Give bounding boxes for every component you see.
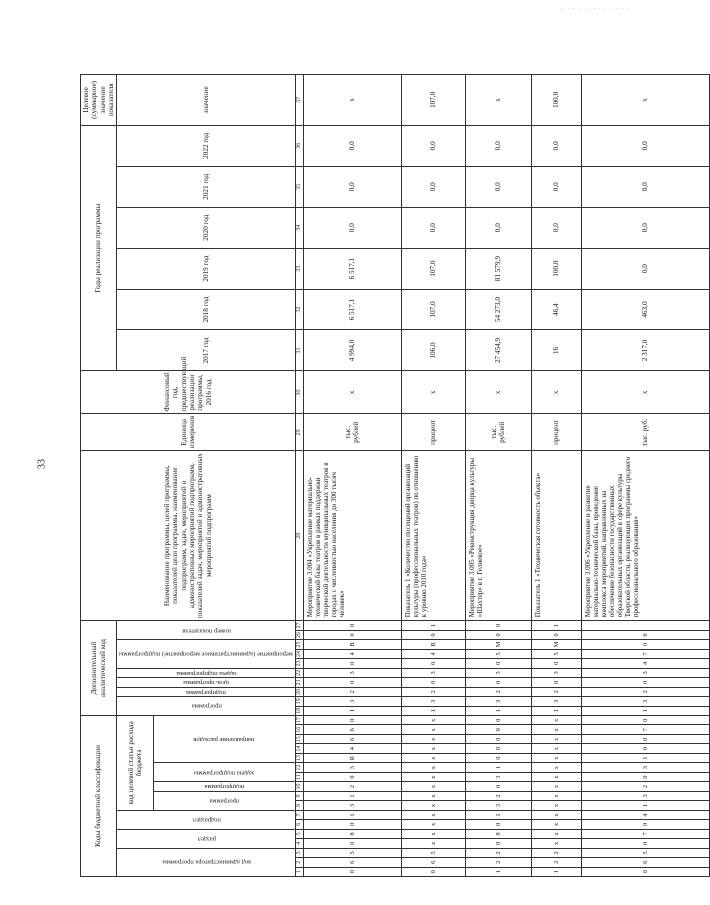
- col-number: 30: [295, 371, 303, 414]
- code-digit: 3: [531, 697, 581, 706]
- code-digit: 0: [303, 659, 401, 668]
- code-digit: 8: [303, 829, 401, 838]
- col-number: 22: [296, 669, 302, 676]
- code-digit: х: [531, 744, 581, 753]
- dak-subprogram-header: подпрограмма: [117, 687, 296, 696]
- code-digit: 4: [581, 659, 709, 668]
- year-value: 0,0: [401, 125, 465, 166]
- year-2022-header: 2022 год: [117, 125, 296, 166]
- year-value: 46,4: [531, 289, 581, 330]
- code-digit: 1: [465, 867, 531, 876]
- year-value: 106,0: [401, 330, 465, 371]
- code-digit: 2: [465, 791, 531, 800]
- row-unit: тыс. руб.: [581, 414, 709, 451]
- year-value: 0,0: [401, 166, 465, 207]
- code-digit: х: [401, 772, 465, 781]
- row-fin-year: х: [531, 371, 581, 414]
- row-fin-year: х: [581, 371, 709, 414]
- code-digit: 5: [581, 848, 709, 857]
- code-digit: 1: [531, 621, 581, 631]
- year-value: 0,0: [465, 166, 531, 207]
- year-value: 0,0: [531, 125, 581, 166]
- col-number: 4: [295, 839, 303, 848]
- code-digit: 3: [531, 668, 581, 677]
- document-page: [80, 74, 650, 877]
- code-digit: 2: [531, 848, 581, 857]
- code-digit: 3: [581, 791, 709, 800]
- col-number: 36: [295, 125, 303, 166]
- year-value: 27 454,9: [465, 330, 531, 371]
- row-fin-year: х: [465, 371, 531, 414]
- col-number: 21: [296, 679, 302, 686]
- col-number: 10: [296, 783, 302, 790]
- code-digit: R: [303, 753, 401, 762]
- row-unit: процент: [401, 414, 465, 451]
- target-title-header: Целевое (суммарное) значение показателя: [81, 75, 117, 126]
- code-digit: М: [465, 640, 531, 649]
- code-digit: 0: [303, 678, 401, 687]
- col-number: 13: [296, 755, 302, 762]
- col-number: 37: [295, 75, 303, 126]
- code-digit: 0: [401, 678, 465, 687]
- code-digit: х: [531, 839, 581, 848]
- col-number: 23: [296, 660, 302, 667]
- year-value: 81 579,9: [465, 248, 531, 289]
- code-digit: 6: [401, 858, 465, 867]
- year-value: 107,0: [401, 248, 465, 289]
- code-digit: х: [531, 791, 581, 800]
- code-digit: 5: [465, 649, 531, 658]
- target-value: 107,0: [401, 75, 465, 126]
- code-digit: 0: [303, 630, 401, 639]
- row-name: Мероприятие 3.005 «Реконструкция дворца культуры «Шахтер» в г. Гелиевое»: [465, 451, 531, 621]
- year-value: 0,0: [581, 166, 709, 207]
- code-digit: х: [401, 829, 465, 838]
- code-digit: 0: [465, 678, 531, 687]
- col-number: 9: [295, 791, 303, 800]
- code-digit: 3: [465, 772, 531, 781]
- year-value: 0,0: [465, 125, 531, 166]
- table-row: [581, 75, 709, 877]
- code-digit: 0: [581, 715, 709, 725]
- code-digit: 0: [581, 640, 709, 649]
- code-digit: х: [401, 839, 465, 848]
- code-digit: 0: [531, 678, 581, 687]
- code-digit: 0: [531, 630, 581, 639]
- code-digit: 4: [581, 810, 709, 819]
- code-digit: х: [401, 810, 465, 819]
- code-digit: х: [401, 753, 465, 762]
- code-digit: х: [531, 715, 581, 725]
- row-fin-year: х: [401, 371, 465, 414]
- code-digit: 1: [581, 753, 709, 762]
- code-digit: х: [531, 725, 581, 734]
- code-digit: 0: [465, 744, 531, 753]
- code-digit: 0: [465, 715, 531, 725]
- col-number: 3: [295, 848, 303, 857]
- col-number: 19: [296, 698, 302, 705]
- row-name: Показатель 1 «Количество посещений организаций культуры (профессиональных театров) по отношению к уровню 2010 года»: [401, 451, 465, 621]
- table-body: [303, 75, 709, 877]
- col-number: 28: [295, 451, 303, 621]
- code-digit: 2: [303, 782, 401, 791]
- kcsr-direction-header: направление расходов: [153, 715, 295, 762]
- code-digit: 3: [401, 697, 465, 706]
- col-number: 14: [296, 745, 302, 752]
- code-digit: 3: [581, 763, 709, 772]
- code-digit: 2: [581, 782, 709, 791]
- page-number: 33: [36, 459, 48, 469]
- code-digit: х: [531, 782, 581, 791]
- code-digit: 3: [303, 668, 401, 677]
- kcsr-group-header: код целевой статьи расхода бюджета: [117, 715, 153, 810]
- code-digit: М: [531, 640, 581, 649]
- year-2020-header: 2020 год: [117, 207, 296, 248]
- code-digit: 0: [401, 659, 465, 668]
- column-number-row: [295, 75, 303, 877]
- code-digit: 1: [531, 867, 581, 876]
- code-digit: 0: [303, 867, 401, 876]
- year-value: 0,0: [303, 166, 401, 207]
- year-value: 0,0: [303, 125, 401, 166]
- code-digit: 1: [531, 706, 581, 715]
- row-name: Мероприятие 3.004 «Укрепление материально-технической базы театров в рамках поддержки творческой деятельности муниципальных театров в городах с численностью населения до 300 тысяч человек»: [303, 451, 401, 621]
- code-digit: 0: [465, 839, 531, 848]
- col-number: 35: [295, 166, 303, 207]
- code-digit: 0: [581, 734, 709, 743]
- code-digit: 0: [465, 621, 531, 631]
- col-number: 5: [295, 829, 303, 838]
- code-digit: 3: [303, 801, 401, 810]
- year-2019-header: 2019 год: [117, 248, 296, 289]
- code-digit: 3: [465, 801, 531, 810]
- col-number: 20: [296, 688, 302, 695]
- year-value: 2 317,0: [581, 330, 709, 371]
- code-digit: 7: [581, 649, 709, 658]
- row-name: Мероприятие 3.006 «Укрепление и развитие материально-технической базы, проведение комплекса мероприятий, направленных на обеспечение безопасности государственных образовательных организаций в сфере культуры Тверской области, реализующих программы среднего профессионального образования»: [581, 451, 709, 621]
- dak-event-header: мероприятие (административное мероприятие) подпрограммы: [117, 640, 296, 668]
- kcsr-task-header: задача подпрограммы: [153, 763, 295, 782]
- code-digit: 6: [303, 734, 401, 743]
- code-digit: 0: [581, 839, 709, 848]
- code-digit: 2: [465, 848, 531, 857]
- kbk-group-header: Коды бюджетной классификации: [81, 715, 117, 876]
- code-digit: 3: [581, 668, 709, 677]
- code-digit: х: [401, 791, 465, 800]
- target-value: х: [303, 75, 401, 126]
- scan-marks: · · · · · ·· · · · · · ·: [561, 6, 630, 12]
- code-digit: х: [531, 772, 581, 781]
- code-digit: 0: [303, 715, 401, 725]
- col-number: 15: [296, 736, 302, 743]
- code-digit: 0: [303, 839, 401, 848]
- code-digit: 0: [581, 630, 709, 639]
- col-number: 32: [295, 289, 303, 330]
- code-digit: х: [531, 734, 581, 743]
- col-number: 34: [295, 207, 303, 248]
- row-fin-year: х: [303, 371, 401, 414]
- rotated-table-wrapper: [80, 74, 650, 877]
- code-digit: х: [401, 820, 465, 829]
- kcsr-subprogram-header: подпрограмма: [153, 782, 295, 791]
- year-value: 4 994,0: [303, 330, 401, 371]
- year-value: 0,0: [581, 248, 709, 289]
- row-unit: тыс. рублей: [465, 414, 531, 451]
- code-digit: х: [531, 763, 581, 772]
- unit-header: Единица измерения: [81, 414, 296, 451]
- code-digit: 0: [303, 621, 401, 631]
- code-digit: 1: [581, 706, 709, 715]
- year-value: 100,0: [531, 248, 581, 289]
- code-digit: В: [303, 640, 401, 649]
- code-digit: 2: [465, 858, 531, 867]
- year-2017-header: 2017 год: [117, 330, 296, 371]
- code-digit: 1: [303, 791, 401, 800]
- code-digit: 6: [303, 858, 401, 867]
- table-row: [531, 75, 581, 877]
- code-digit: х: [531, 753, 581, 762]
- code-digit: В: [401, 640, 465, 649]
- col-number: 24: [296, 650, 302, 657]
- code-digit: х: [401, 725, 465, 734]
- code-digit: 0: [303, 820, 401, 829]
- code-digit: 1: [465, 763, 531, 772]
- code-digit: 0: [465, 734, 531, 743]
- code-digit: 0: [465, 820, 531, 829]
- code-digit: 2: [531, 687, 581, 696]
- year-value: 6 517,1: [303, 248, 401, 289]
- code-digit: 6: [581, 858, 709, 867]
- code-digit: 5: [303, 848, 401, 857]
- code-digit: 0: [465, 782, 531, 791]
- code-digit: 7: [581, 725, 709, 734]
- year-value: 0,0: [531, 166, 581, 207]
- year-value: 16: [531, 330, 581, 371]
- year-value: 6 517,1: [303, 289, 401, 330]
- code-digit: 3: [465, 697, 531, 706]
- target-value: х: [581, 75, 709, 126]
- col-number: 1: [295, 867, 303, 876]
- razdel-header: раздел: [117, 829, 296, 848]
- code-digit: 0: [581, 820, 709, 829]
- code-digit: х: [531, 829, 581, 838]
- col-number: 31: [295, 330, 303, 371]
- row-unit: процент: [531, 414, 581, 451]
- code-digit: 0: [401, 867, 465, 876]
- table-row: [303, 75, 401, 877]
- code-digit: 1: [581, 801, 709, 810]
- code-digit: 1: [465, 810, 531, 819]
- code-digit: х: [531, 810, 581, 819]
- col-number: 7: [295, 810, 303, 819]
- code-digit: 2: [531, 858, 581, 867]
- code-digit: 0: [465, 659, 531, 668]
- code-digit: 8: [465, 829, 531, 838]
- target-value: х: [465, 75, 531, 126]
- code-digit: 4: [401, 649, 465, 658]
- code-digit: 0: [581, 772, 709, 781]
- col-number: 11: [296, 774, 302, 780]
- code-digit: 1: [401, 706, 465, 715]
- admin-code-header: код администратора программы: [117, 848, 296, 876]
- code-digit: 2: [401, 687, 465, 696]
- col-number: 18: [296, 707, 302, 714]
- name-header: Наименование программы, целей программы, показателей цели программы, наименование подпрограмм, задач, мероприятий и административных мероприятий подпрограмм, показателей задач, мероприятий и административных мероприятий подпрограмм: [81, 451, 296, 621]
- code-digit: 3: [303, 697, 401, 706]
- table-row: [401, 75, 465, 877]
- code-digit: 0: [465, 630, 531, 639]
- target-value-header: значение: [117, 75, 296, 126]
- col-number: 26: [296, 632, 302, 638]
- col-number: 25: [296, 641, 302, 648]
- code-digit: 1: [401, 621, 465, 631]
- year-value: 0,0: [303, 207, 401, 248]
- col-number: 16: [296, 726, 302, 733]
- code-digit: 1: [303, 810, 401, 819]
- code-digit: 6: [303, 725, 401, 734]
- code-digit: [581, 621, 709, 631]
- code-digit: х: [401, 734, 465, 743]
- code-digit: 3: [581, 697, 709, 706]
- year-2018-header: 2018 год: [117, 289, 296, 330]
- year-value: 54 273,0: [465, 289, 531, 330]
- year-value: 463,0: [581, 289, 709, 330]
- col-number: 8: [295, 801, 303, 810]
- code-digit: 1: [303, 706, 401, 715]
- code-digit: 0: [581, 678, 709, 687]
- code-digit: 2: [581, 687, 709, 696]
- year-value: 0,0: [401, 207, 465, 248]
- code-digit: 0: [465, 753, 531, 762]
- year-value: 0,0: [465, 207, 531, 248]
- col-number: 2: [295, 858, 303, 867]
- code-digit: 0: [581, 867, 709, 876]
- code-digit: х: [401, 782, 465, 791]
- code-digit: 0: [303, 772, 401, 781]
- code-digit: х: [401, 763, 465, 772]
- code-digit: 3: [401, 668, 465, 677]
- col-number: 17: [296, 717, 302, 724]
- year-value: 0,0: [581, 207, 709, 248]
- dak-indicator-header: номер показателя: [117, 621, 296, 640]
- code-digit: 0: [401, 630, 465, 639]
- col-number: 33: [295, 248, 303, 289]
- dak-task-header: задача подпрограммы: [117, 668, 296, 677]
- code-digit: х: [401, 801, 465, 810]
- col-number: 29: [295, 414, 303, 451]
- code-digit: 3: [303, 763, 401, 772]
- target-value: 100,0: [531, 75, 581, 126]
- code-digit: 4: [303, 744, 401, 753]
- year-value: 0,0: [581, 125, 709, 166]
- code-digit: х: [531, 820, 581, 829]
- code-digit: 0: [531, 659, 581, 668]
- podrazdel-header: подраздел: [117, 810, 296, 829]
- year-value: 107,0: [401, 289, 465, 330]
- code-digit: 3: [465, 668, 531, 677]
- code-digit: 0: [465, 725, 531, 734]
- code-digit: х: [401, 715, 465, 725]
- program-table: [80, 74, 710, 877]
- col-number: 12: [296, 764, 302, 771]
- code-digit: 5: [401, 848, 465, 857]
- code-digit: 0: [581, 744, 709, 753]
- col-number: 27: [296, 622, 302, 629]
- years-group-header: Годы реализации программы: [81, 125, 117, 371]
- table-row: [465, 75, 531, 877]
- year-value: 0,0: [531, 207, 581, 248]
- code-digit: 1: [465, 706, 531, 715]
- dak-program-header: программа: [117, 697, 296, 716]
- code-digit: х: [401, 744, 465, 753]
- code-digit: 4: [303, 649, 401, 658]
- code-digit: х: [531, 801, 581, 810]
- kcsr-program-header: программа: [153, 791, 295, 810]
- col-number: 6: [295, 820, 303, 829]
- code-digit: 5: [531, 649, 581, 658]
- code-digit: 2: [465, 687, 531, 696]
- dak-group-header: Дополнительный аналитический код: [81, 621, 117, 716]
- dak-goal-header: цель программы: [117, 678, 296, 687]
- row-unit: тыс. рублей: [303, 414, 401, 451]
- row-name: Показатель 1 «Техническая готовность объекта»: [531, 451, 581, 621]
- code-digit: 2: [303, 687, 401, 696]
- year-2021-header: 2021 год: [117, 166, 296, 207]
- fin-year-header: Финансовый год, предшествующий реализации программы, 2016 год: [81, 371, 296, 414]
- code-digit: 7: [581, 829, 709, 838]
